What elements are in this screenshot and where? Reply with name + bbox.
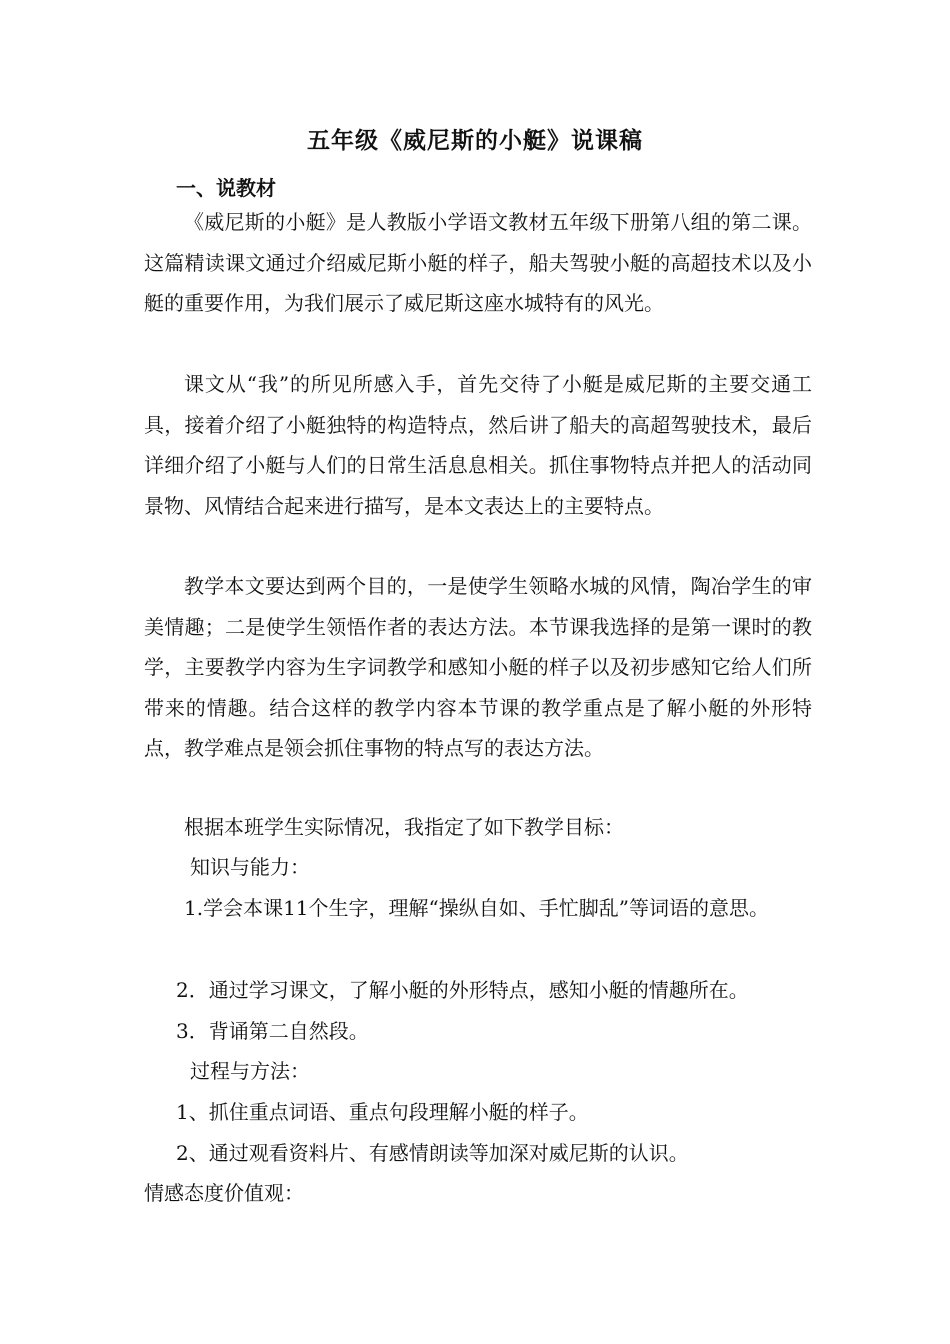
knowledge-item: 3．背诵第二自然段。 xyxy=(176,1019,369,1043)
process-item: 1、抓住重点词语、重点句段理解小艇的样子。 xyxy=(176,1100,589,1124)
process-item: 2、通过观看资料片、有感情朗读等加深对威尼斯的认识。 xyxy=(176,1141,689,1165)
paragraph-intro: 《威尼斯的小艇》是人教版小学语文教材五年级下册第八组的第二课。这篇精读课文通过介绍威尼斯小艇的样子，船夫驾驶小艇的高超技术以及小艇的重要作用，为我们展示了威尼斯这座水城特有的风光。 xyxy=(144,210,812,315)
document-title: 五年级《威尼斯的小艇》说课稿 xyxy=(307,127,643,154)
knowledge-item: 2．通过学习课文，了解小艇的外形特点，感知小艇的情趣所在。 xyxy=(176,978,749,1002)
paragraph-goals: 教学本文要达到两个目的，一是使学生领略水城的风情，陶冶学生的审美情趣；二是使学生领悟作者的表达方法。本节课我选择的是第一课时的教学，主要教学内容为生字词教学和感知小艇的样子以及初步感知它给人们所带来的情趣。结合这样的教学内容本节课的教学重点是了解小艇的外形特点，教学难点是领会抓住事物的特点写的表达方法。 xyxy=(144,574,812,760)
section-heading: 一、说教材 xyxy=(176,176,276,200)
emotion-heading: 情感态度价值观： xyxy=(144,1181,304,1205)
paragraph-objectives-intro: 根据本班学生实际情况，我指定了如下教学目标： xyxy=(184,815,624,839)
knowledge-item: 1.学会本课11个生字，理解“操纵自如、手忙脚乱”等词语的意思。 xyxy=(184,896,769,920)
process-heading: 过程与方法： xyxy=(190,1059,310,1083)
knowledge-heading: 知识与能力： xyxy=(190,855,310,879)
paragraph-content: 课文从“我”的所见所感入手，首先交待了小艇是威尼斯的主要交通工具，接着介绍了小艇独特的构造特点，然后讲了船夫的高超驾驶技术，最后详细介绍了小艇与人们的日常生活息息相关。抓住事物特点并把人的活动同景物、风情结合起来进行描写，是本文表达上的主要特点。 xyxy=(144,372,812,518)
